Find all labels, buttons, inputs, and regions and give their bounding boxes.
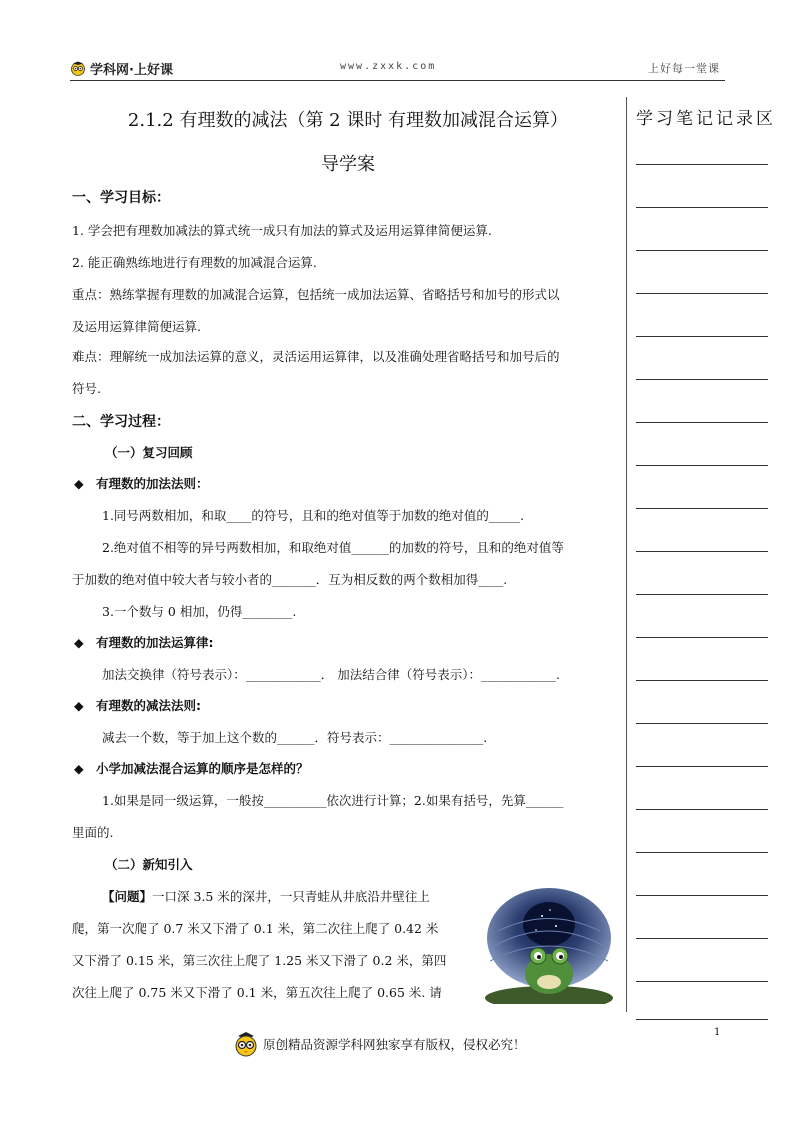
addition-rule-2b: 于加数的绝对值中较大者与较小者的_______．互为相反数的两个数相加得____.	[72, 572, 508, 587]
diamond-bullet-icon: ◆	[74, 698, 84, 713]
diamond-bullet-icon: ◆	[74, 635, 84, 650]
note-line	[636, 809, 768, 810]
note-line	[636, 852, 768, 853]
site-logo[interactable]	[70, 58, 173, 78]
section-heading-goals: 一、学习目标：	[72, 190, 170, 206]
note-line	[636, 637, 768, 638]
bullet-title: 有理数的加法运算律:	[96, 635, 214, 650]
operation-order-line-2: 里面的.	[72, 825, 114, 840]
document-title: 2.1.2 有理数的减法（第 2 课时 有理数加减混合运算）	[127, 110, 569, 131]
note-line	[636, 938, 768, 939]
frog-in-well-illustration	[484, 886, 614, 1004]
problem-line-3: 又下滑了 0.15 米，第三次往上爬了 1.25 米又下滑了 0.2 米，第四	[72, 953, 447, 968]
note-line	[636, 422, 768, 423]
bullet-addition-laws	[74, 633, 214, 651]
bullet-title: 有理数的加法法则：	[96, 476, 209, 491]
difficulty-line-1: 难点：理解统一成加法运算的意义，灵活运用运算律，以及准确处理省略括号和加号后的	[72, 349, 560, 364]
notes-title: 学习笔记记录区	[636, 109, 776, 129]
owl-mascot-icon	[232, 1030, 260, 1058]
note-line	[636, 723, 768, 724]
problem-line-1	[102, 887, 430, 905]
addition-rule-3: 3.一个数与 0 相加，仍得________.	[102, 604, 297, 619]
addition-rule-1: 1.同号两数相加，和取____的符号，且和的绝对值等于加数的绝对值的_____.	[102, 508, 525, 523]
key-point-line-1: 重点：熟练掌握有理数的加减混合运算，包括统一成加法运算、省略括号和加号的形式以	[72, 287, 560, 302]
diamond-bullet-icon: ◆	[74, 476, 84, 491]
note-line	[636, 594, 768, 595]
header-slogan: 上好每一堂课	[648, 62, 720, 75]
problem-text: 一口深 3.5 米的深井，一只青蛙从井底沿井壁往上	[152, 889, 430, 904]
note-line	[636, 508, 768, 509]
footer	[232, 1030, 526, 1058]
bullet-addition-rule	[74, 474, 209, 492]
key-point-line-2: 及运用运算律简便运算.	[72, 319, 201, 334]
section-heading-process: 二、学习过程：	[72, 414, 170, 430]
note-line	[636, 379, 768, 380]
note-line	[636, 336, 768, 337]
addition-laws-line: 加法交换律（符号表示）：____________． 加法结合律（符号表示）：____________.	[102, 667, 560, 682]
addition-rule-2a: 2.绝对值不相等的异号两数相加，和取绝对值______的加数的符号，且和的绝对值等	[102, 540, 564, 555]
subsection-new-knowledge: （二）新知引入	[105, 857, 193, 872]
note-line	[636, 164, 768, 165]
problem-label: 【问题】	[102, 889, 153, 904]
difficulty-line-2: 符号.	[72, 381, 101, 396]
goal-1: 1. 学会把有理数加减法的算式统一成只有加法的算式及运用运算律简便运算.	[72, 223, 492, 238]
note-line	[636, 465, 768, 466]
bullet-operation-order	[74, 759, 309, 777]
goal-2: 2. 能正确熟练地进行有理数的加减混合运算.	[72, 255, 317, 270]
site-url[interactable]: www.zxxk.com	[340, 61, 437, 72]
problem-line-4: 次往上爬了 0.75 米又下滑了 0.1 米，第五次往上爬了 0.65 米. 请	[72, 985, 442, 1000]
operation-order-line-1: 1.如果是同一级运算，一般按__________依次进行计算；2.如果有括号，先算______	[102, 793, 564, 808]
document-subtitle: 导学案	[321, 154, 375, 175]
note-line	[636, 766, 768, 767]
diamond-bullet-icon: ◆	[74, 761, 84, 776]
note-line	[636, 1019, 768, 1020]
logo-text: 学科网·上好课	[90, 62, 173, 78]
bullet-title: 有理数的减法法则:	[96, 698, 201, 713]
note-line	[636, 207, 768, 208]
header-rule	[70, 80, 725, 81]
copyright-notice: 原创精品资源学科网独家享有版权，侵权必究！	[263, 1037, 526, 1052]
note-line	[636, 293, 768, 294]
notes-divider	[626, 97, 627, 1012]
bullet-subtraction-rule	[74, 696, 201, 714]
owl-logo-icon	[70, 60, 86, 76]
subsection-review: （一）复习回顾	[105, 445, 193, 460]
note-line	[636, 680, 768, 681]
subtraction-rule-line: 减去一个数，等于加上这个数的______．符号表示：_______________.	[102, 730, 488, 745]
note-line	[636, 981, 768, 982]
page-number: 1	[714, 1027, 721, 1038]
note-line	[636, 551, 768, 552]
problem-line-2: 爬，第一次爬了 0.7 米又下滑了 0.1 米，第二次往上爬了 0.42 米	[72, 921, 439, 936]
note-line	[636, 250, 768, 251]
note-line	[636, 895, 768, 896]
bullet-title: 小学加减法混合运算的顺序是怎样的？	[96, 761, 309, 776]
